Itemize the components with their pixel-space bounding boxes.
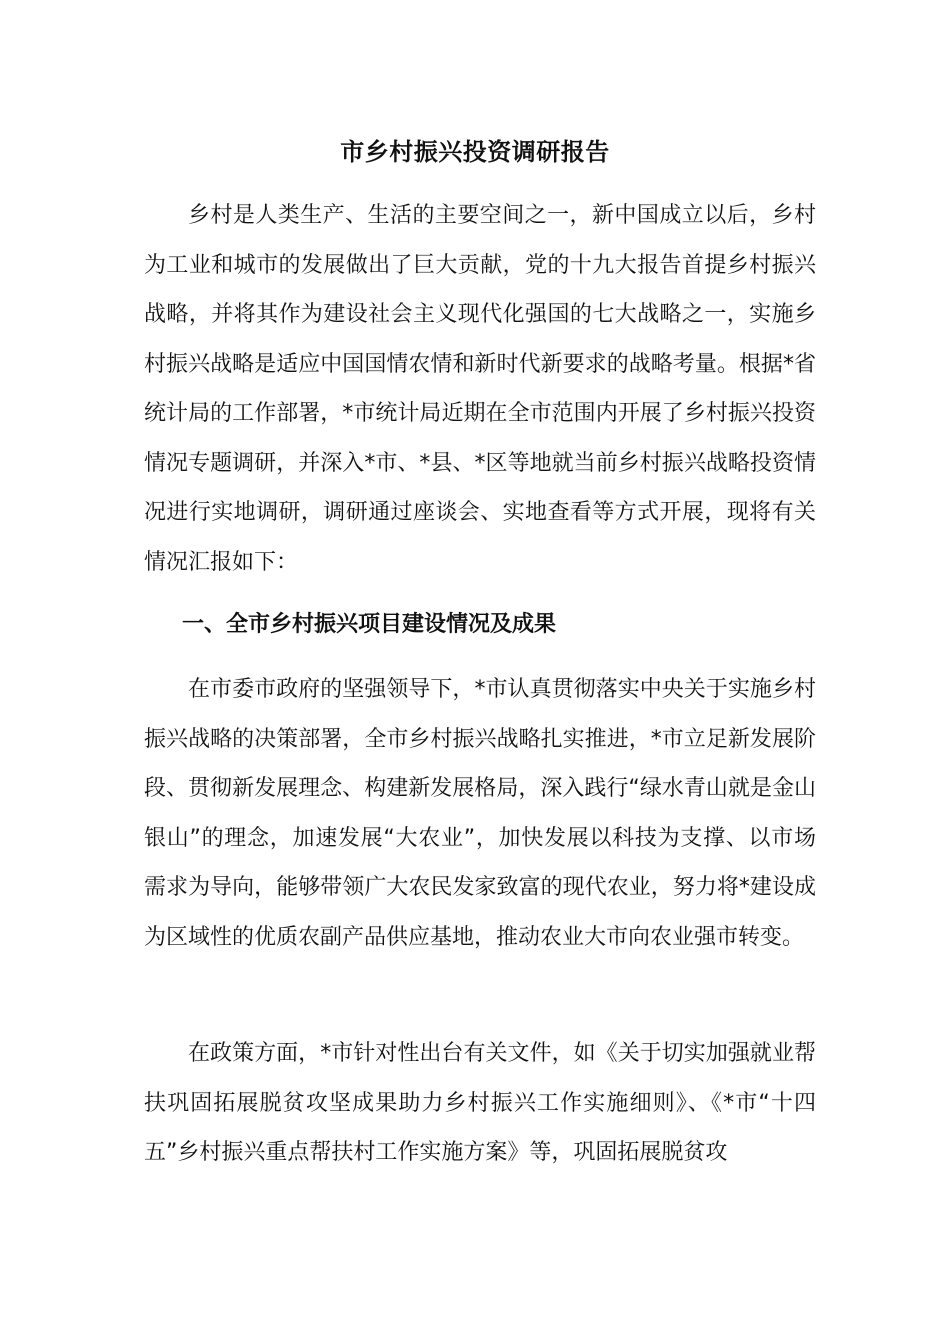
policy-paragraph: 在政策方面，*市针对性出台有关文件，如《关于切实加强就业帮扶巩固拓展脱贫攻坚成果助力乡村振兴工作实施细则》、《*市“十四五”乡村振兴重点帮扶村工作实施方案》等，巩固拓展脱贫攻	[144, 1041, 816, 1165]
document-title: 市乡村振兴投资调研报告	[340, 138, 610, 166]
section-heading-1: 一、全市乡村振兴项目建设情况及成果	[182, 612, 557, 637]
intro-paragraph: 乡村是人类生产、生活的主要空间之一，新中国成立以后，乡村为工业和城市的发展做出了巨大贡献，党的十九大报告首提乡村振兴战略，并将其作为建设社会主义现代化强国的七大战略之一，实施乡村振兴战略是适应中国国情农情和新时代新要求的战略考量。根据*省统计局的工作部署，*市统计局近期在全市范围内开展了乡村振兴投资情况专题调研，并深入*市、*县、*区等地就当前乡村振兴战略投资情况进行实地调研，调研通过座谈会、实地查看等方式开展，现将有关情况汇报如下：	[144, 203, 816, 575]
section-1-paragraph: 在市委市政府的坚强领导下，*市认真贯彻落实中央关于实施乡村振兴战略的决策部署，全市乡村振兴战略扎实推进，*市立足新发展阶段、贯彻新发展理念、构建新发展格局，深入践行“绿水青山就是金山银山”的理念，加速发展“大农业”，加快发展以科技为支撑、以市场需求为导向，能够带领广大农民发家致富的现代农业，努力将*建设成为区域性的优质农副产品供应基地，推动农业大市向农业强市转变。	[144, 677, 816, 950]
